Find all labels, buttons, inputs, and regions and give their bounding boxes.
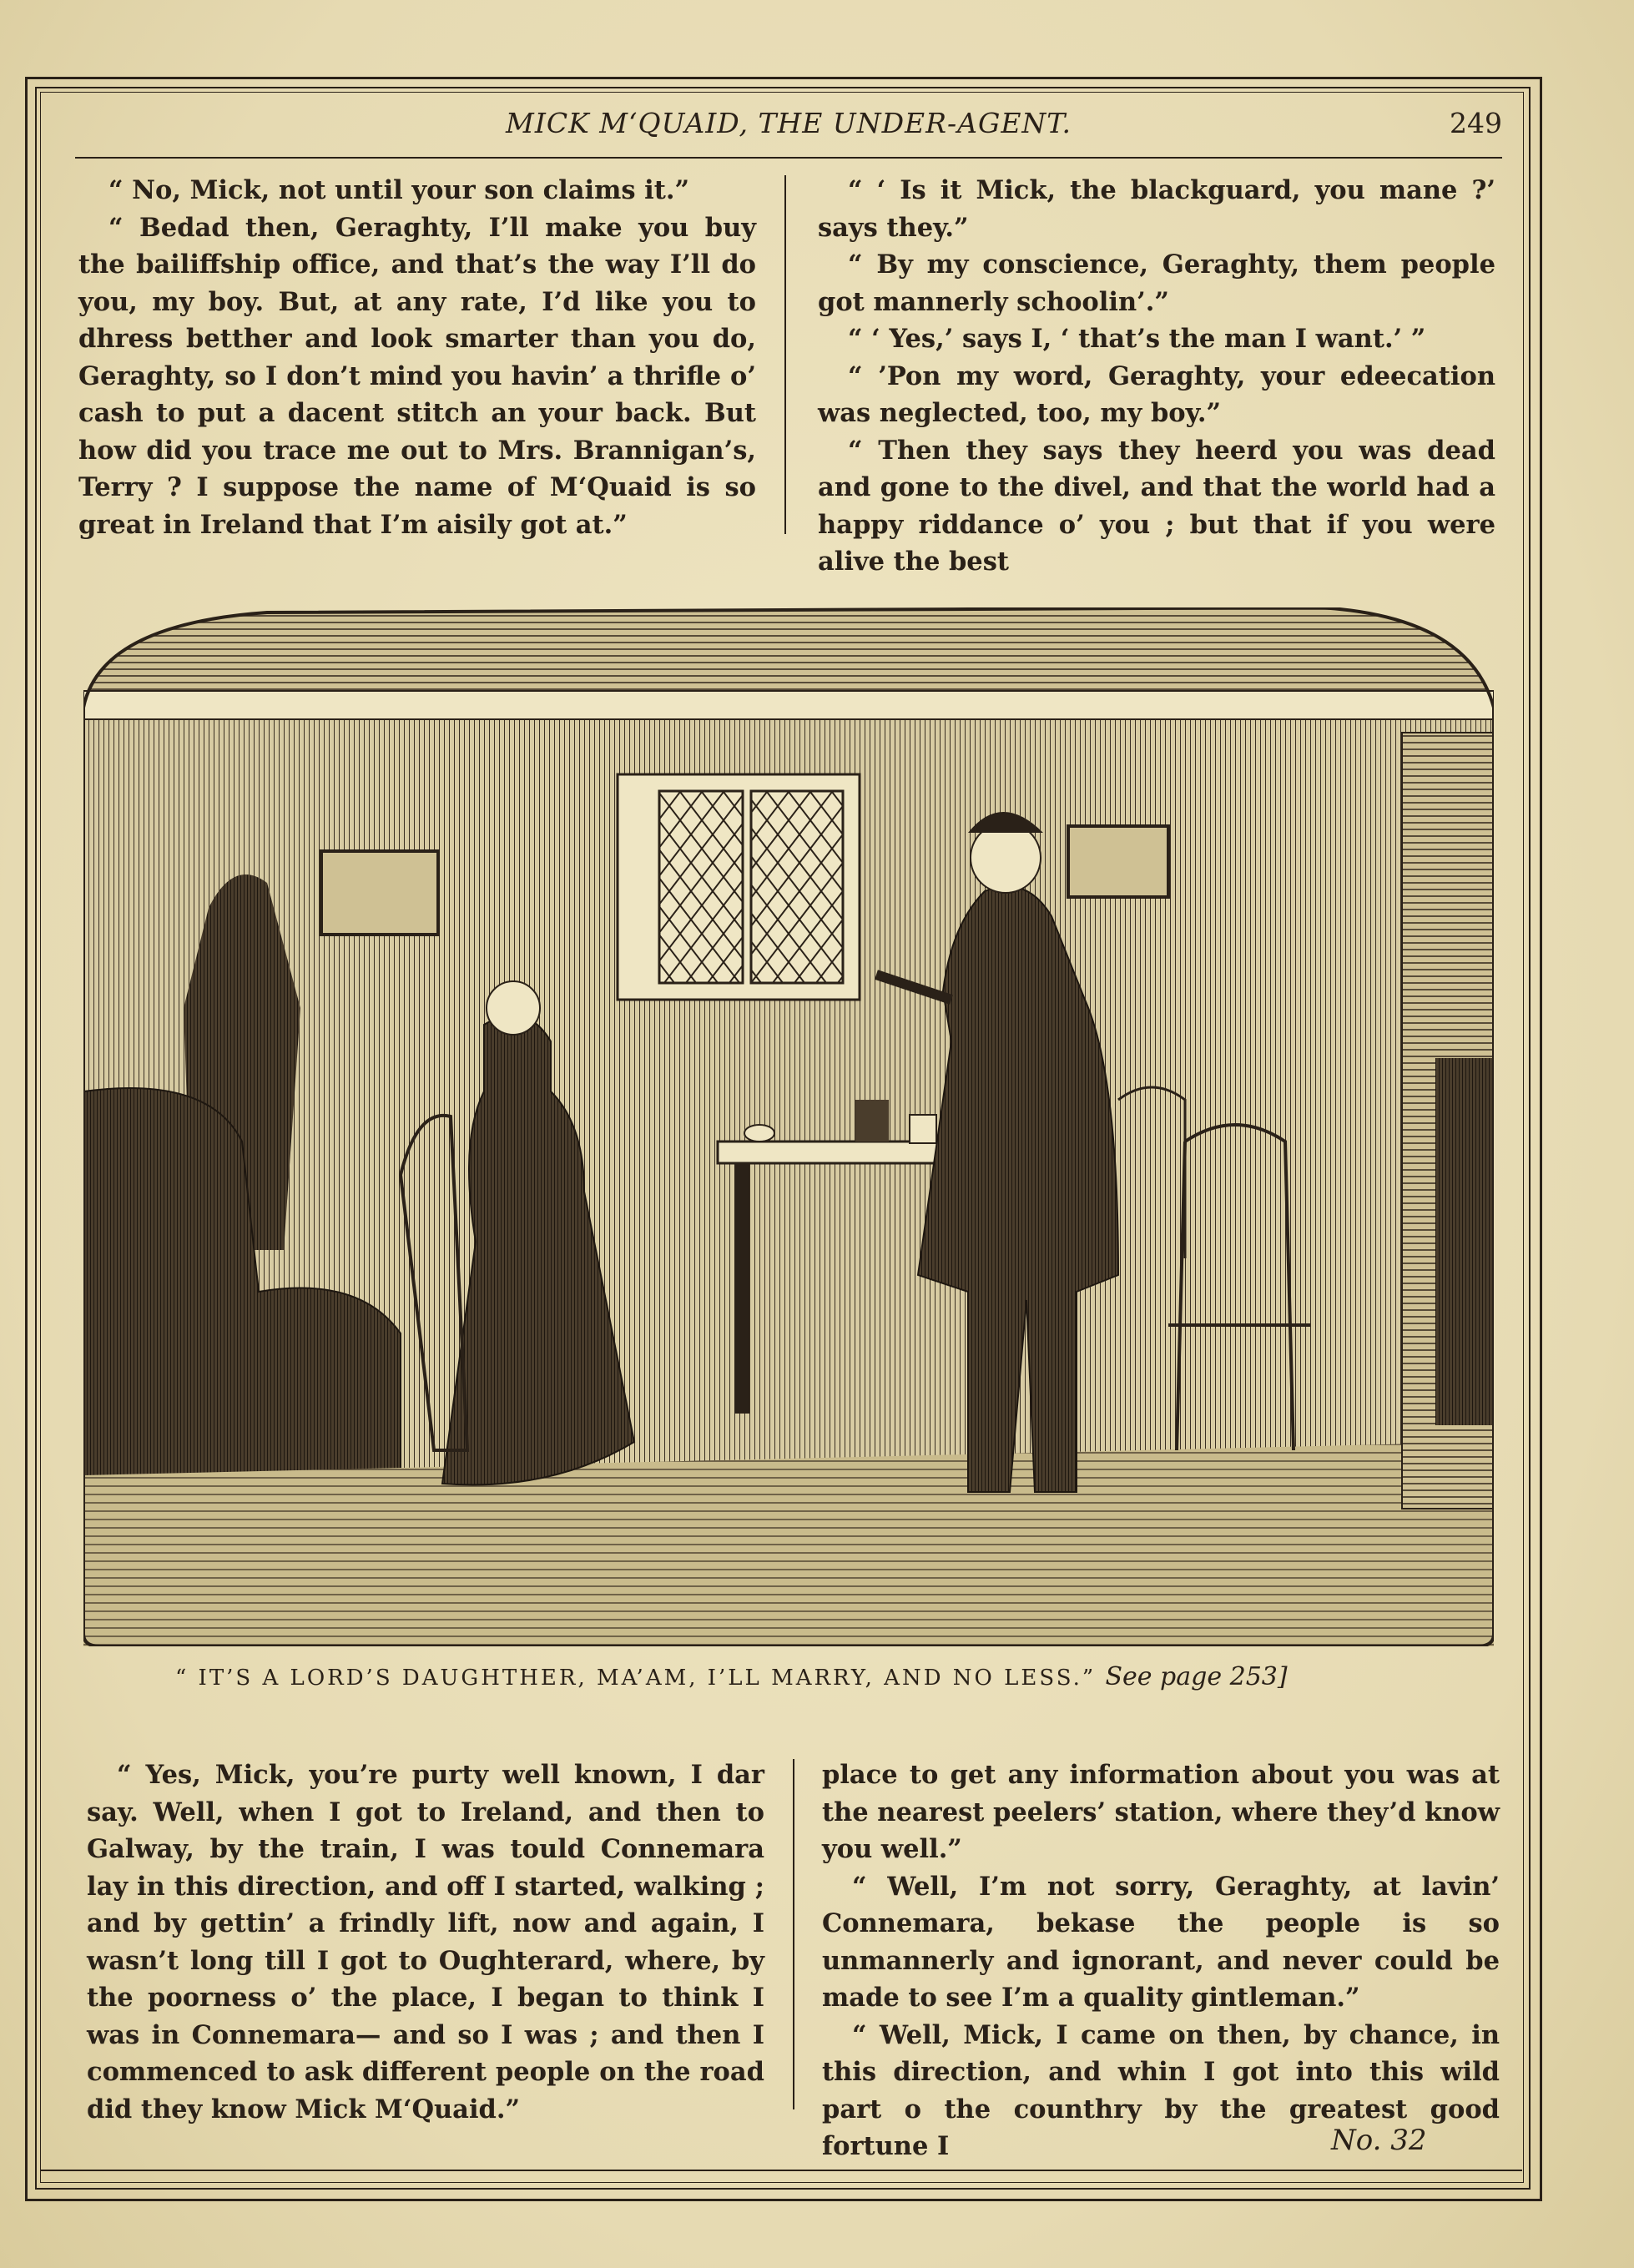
bottom-left-column: [87, 1756, 764, 2128]
bottom-right-column: [822, 1756, 1500, 2165]
paragraph: “ Well, I’m not sorry, Geraghty, at lavin’ Connemara, bekase the people is so unmannerly and ignorant, and never could be made to see I’m a quality gintleman.”: [822, 1871, 1500, 2013]
paragraph: “ ‘ Is it Mick, the blackguard, you mane ?’ says they.”: [818, 175, 1495, 243]
paragraph: “ ’Pon my word, Geraghty, your edeecation was neglected, too, my boy.”: [818, 360, 1495, 428]
column-divider-top: [784, 175, 786, 534]
cottage-interior-engraving: [83, 607, 1494, 1646]
running-title: MICK M‘QUAID, THE UNDER-AGENT.: [506, 107, 1072, 139]
paragraph: “ Well, Mick, I came on then, by chance, in this direction, and whin I got into this wild part o the counthry by the greatest good fortune I: [822, 2019, 1500, 2161]
header-rule: [75, 157, 1502, 159]
illustration-caption: [175, 1662, 1427, 1691]
caption-text: “ IT’S A LORD’S DAUGHTHER, MA’AM, I’LL MARRY, AND NO LESS.”: [175, 1666, 1097, 1691]
bottom-rule: [40, 2170, 1522, 2171]
paragraph: “ Yes, Mick, you’re purty well known, I dar say. Well, when I got to Ireland, and then to Galway, by the train, I was tould Connemara lay in this direction, and off I started, walking ; and by gettin’ a frindly lift, now and again, I wasn’t long till I got to Oughterard, where, by the poorness o’ the place, I began to think I was in Connemara— and so I was ; and then I commenced to ask different people on the road did they know Mick M‘Quaid.”: [87, 1760, 764, 2124]
paragraph: “ ‘ Yes,’ says I, ‘ that’s the man I want.’ ”: [848, 324, 1426, 354]
running-header: [75, 107, 1502, 150]
caption-page-reference: See page 253]: [1105, 1662, 1288, 1691]
top-right-column: [818, 172, 1495, 581]
paragraph: place to get any information about you was at the nearest peelers’ station, where they’d know you well.”: [822, 1760, 1500, 1864]
paragraph: “ Bedad then, Geraghty, I’ll make you buy the bailiffship office, and that’s the way I’ll do you, my boy. But, at any rate, I’d like you to dhress betther and look smarter than you do, Geraghty, so I don’t mind you havin’ a thrifle o’ cash to put a dacent stitch an your back. But how did you trace me out to Mrs. Brannigan’s, Terry ? I suppose the name of M‘Quaid is so great in Ireland that I’m aisily got at.”: [78, 212, 756, 540]
paragraph: “ Then they says they heerd you was dead and gone to the divel, and that the world had a happy riddance o’ you ; but that if you were alive the best: [818, 435, 1495, 577]
paragraph: “ No, Mick, not until your son claims it.”: [108, 175, 690, 205]
column-divider-bottom: [793, 1759, 794, 2109]
top-left-column: [78, 172, 756, 543]
engraving-illustration: [83, 607, 1494, 1646]
paragraph: “ By my conscience, Geraghty, them people got mannerly schoolin’.”: [818, 249, 1495, 317]
signature-number: No. 32: [1331, 2124, 1427, 2157]
page-number: 249: [1450, 107, 1502, 139]
